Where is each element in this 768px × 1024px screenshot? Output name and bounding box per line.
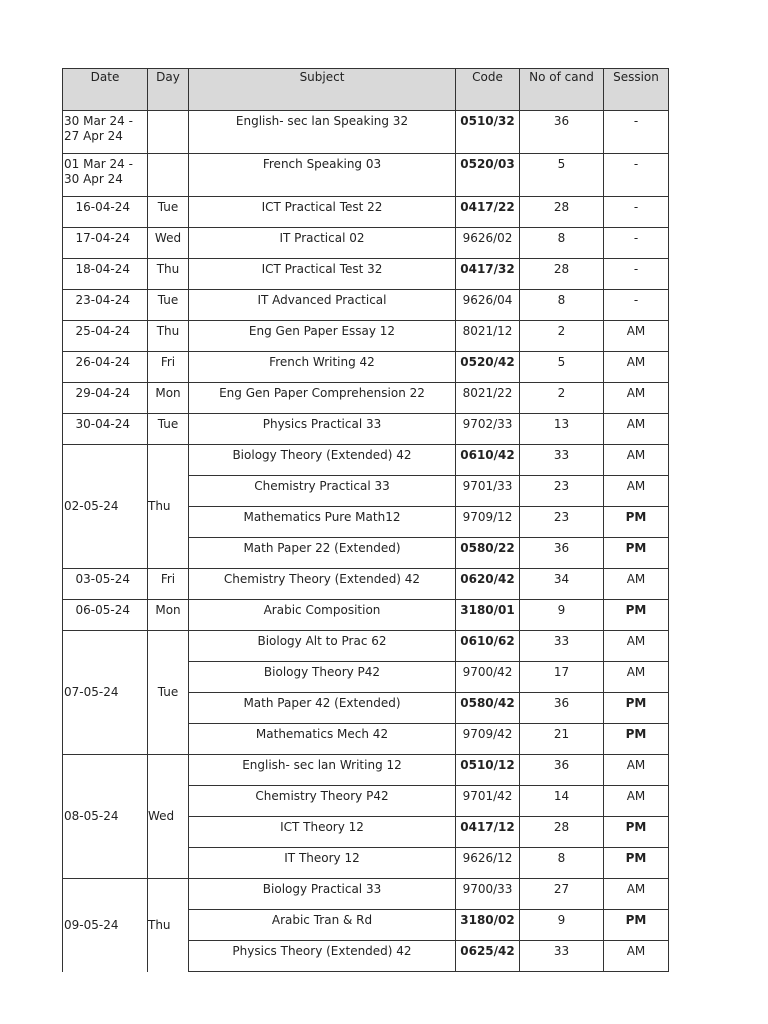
table-row [63,228,669,259]
table-row [63,600,669,631]
subject-cell: Arabic Composition [189,600,456,631]
cand-cell: 36 [520,693,604,724]
code-cell: 0417/12 [456,817,520,848]
day-cell: Wed [148,755,189,879]
subject-cell: French Speaking 03 [189,154,456,197]
day-cell: Thu [148,879,189,972]
day-cell: Tue [148,197,189,228]
date-cell: 23-04-24 [63,290,148,321]
session-cell: - [604,111,669,154]
table-row [63,259,669,290]
cand-cell: 23 [520,507,604,538]
subject-cell: Physics Practical 33 [189,414,456,445]
date-cell: 30-04-24 [63,414,148,445]
date-cell: 07-05-24 [63,631,148,755]
code-cell: 0625/42 [456,941,520,972]
session-cell: AM [604,352,669,383]
subject-cell: ICT Practical Test 22 [189,197,456,228]
cand-cell: 17 [520,662,604,693]
code-cell: 0520/03 [456,154,520,197]
code-cell: 3180/02 [456,910,520,941]
session-cell: PM [604,693,669,724]
code-cell: 9700/33 [456,879,520,910]
subject-cell: Biology Alt to Prac 62 [189,631,456,662]
code-cell: 8021/12 [456,321,520,352]
date-cell: 08-05-24 [63,755,148,879]
session-cell: - [604,228,669,259]
table-header [63,69,669,111]
code-cell: 0417/32 [456,259,520,290]
cand-cell: 14 [520,786,604,817]
day-cell: Tue [148,290,189,321]
table-row [63,352,669,383]
day-cell: Tue [148,631,189,755]
session-cell: AM [604,631,669,662]
cand-cell: 28 [520,197,604,228]
cand-cell: 36 [520,755,604,786]
session-cell: AM [604,321,669,352]
subject-cell: ICT Theory 12 [189,817,456,848]
cand-cell: 5 [520,352,604,383]
code-cell: 0610/62 [456,631,520,662]
cand-cell: 5 [520,154,604,197]
session-cell: AM [604,755,669,786]
cand-cell: 33 [520,631,604,662]
cand-cell: 28 [520,817,604,848]
code-cell: 9700/42 [456,662,520,693]
code-cell: 0580/42 [456,693,520,724]
day-cell: Mon [148,600,189,631]
code-cell: 0610/42 [456,445,520,476]
table-row [63,445,669,476]
code-cell: 9626/12 [456,848,520,879]
cand-cell: 27 [520,879,604,910]
subject-cell: Math Paper 22 (Extended) [189,538,456,569]
cand-cell: 8 [520,228,604,259]
day-cell [148,111,189,154]
cand-cell: 21 [520,724,604,755]
day-cell: Fri [148,569,189,600]
day-cell: Fri [148,352,189,383]
exam-schedule-table [62,68,669,972]
code-cell: 9709/42 [456,724,520,755]
session-cell: PM [604,910,669,941]
code-cell: 0580/22 [456,538,520,569]
session-cell: - [604,197,669,228]
cand-cell: 8 [520,290,604,321]
session-cell: AM [604,476,669,507]
session-cell: - [604,259,669,290]
date-cell: 16-04-24 [63,197,148,228]
code-cell: 9701/33 [456,476,520,507]
code-cell: 0510/12 [456,755,520,786]
session-cell: - [604,154,669,197]
table-row [63,290,669,321]
subject-cell: ICT Practical Test 32 [189,259,456,290]
code-cell: 0620/42 [456,569,520,600]
cand-cell: 34 [520,569,604,600]
table-row [63,383,669,414]
session-cell: PM [604,538,669,569]
session-cell: PM [604,507,669,538]
cand-cell: 9 [520,910,604,941]
cand-cell: 36 [520,538,604,569]
code-cell: 0510/32 [456,111,520,154]
code-cell: 9626/04 [456,290,520,321]
date-cell: 17-04-24 [63,228,148,259]
header-no-of-cand: No of cand [520,69,604,111]
cand-cell: 33 [520,445,604,476]
session-cell: PM [604,848,669,879]
session-cell: AM [604,445,669,476]
code-cell: 0520/42 [456,352,520,383]
date-cell: 06-05-24 [63,600,148,631]
subject-cell: Biology Theory (Extended) 42 [189,445,456,476]
header-code: Code [456,69,520,111]
table-row [63,154,669,197]
date-cell: 29-04-24 [63,383,148,414]
subject-cell: Math Paper 42 (Extended) [189,693,456,724]
header-session: Session [604,69,669,111]
session-cell: PM [604,817,669,848]
session-cell: AM [604,383,669,414]
day-cell: Thu [148,445,189,569]
header-subject: Subject [189,69,456,111]
code-cell: 9701/42 [456,786,520,817]
cand-cell: 9 [520,600,604,631]
subject-cell: Chemistry Theory (Extended) 42 [189,569,456,600]
table-row [63,111,669,154]
subject-cell: English- sec lan Speaking 32 [189,111,456,154]
subject-cell: Eng Gen Paper Essay 12 [189,321,456,352]
day-cell: Thu [148,259,189,290]
table-row [63,755,669,786]
header-row [63,69,669,111]
day-cell: Tue [148,414,189,445]
day-cell [148,154,189,197]
table-row [63,321,669,352]
code-cell: 9626/02 [456,228,520,259]
code-cell: 9702/33 [456,414,520,445]
session-cell: AM [604,569,669,600]
table-row [63,631,669,662]
table-row [63,569,669,600]
table-body [63,111,669,972]
table-row [63,879,669,910]
subject-cell: IT Advanced Practical [189,290,456,321]
session-cell: AM [604,941,669,972]
date-cell: 26-04-24 [63,352,148,383]
cand-cell: 23 [520,476,604,507]
subject-cell: Mathematics Mech 42 [189,724,456,755]
cand-cell: 13 [520,414,604,445]
subject-cell: Mathematics Pure Math12 [189,507,456,538]
table-row [63,414,669,445]
code-cell: 0417/22 [456,197,520,228]
subject-cell: Biology Theory P42 [189,662,456,693]
date-cell: 25-04-24 [63,321,148,352]
subject-cell: IT Theory 12 [189,848,456,879]
date-cell: 02-05-24 [63,445,148,569]
subject-cell: Chemistry Theory P42 [189,786,456,817]
cand-cell: 28 [520,259,604,290]
cand-cell: 36 [520,111,604,154]
session-cell: AM [604,786,669,817]
subject-cell: Physics Theory (Extended) 42 [189,941,456,972]
subject-cell: English- sec lan Writing 12 [189,755,456,786]
session-cell: AM [604,879,669,910]
session-cell: PM [604,600,669,631]
session-cell: AM [604,414,669,445]
date-cell: 30 Mar 24 - 27 Apr 24 [63,111,148,154]
day-cell: Wed [148,228,189,259]
cand-cell: 2 [520,321,604,352]
table-row [63,197,669,228]
cand-cell: 33 [520,941,604,972]
subject-cell: Chemistry Practical 33 [189,476,456,507]
subject-cell: IT Practical 02 [189,228,456,259]
subject-cell: Arabic Tran & Rd [189,910,456,941]
cand-cell: 8 [520,848,604,879]
code-cell: 3180/01 [456,600,520,631]
date-cell: 03-05-24 [63,569,148,600]
header-day: Day [148,69,189,111]
session-cell: - [604,290,669,321]
code-cell: 8021/22 [456,383,520,414]
header-date: Date [63,69,148,111]
cand-cell: 2 [520,383,604,414]
subject-cell: Biology Practical 33 [189,879,456,910]
day-cell: Mon [148,383,189,414]
subject-cell: Eng Gen Paper Comprehension 22 [189,383,456,414]
session-cell: PM [604,724,669,755]
date-cell: 18-04-24 [63,259,148,290]
subject-cell: French Writing 42 [189,352,456,383]
session-cell: AM [604,662,669,693]
code-cell: 9709/12 [456,507,520,538]
date-cell: 09-05-24 [63,879,148,972]
day-cell: Thu [148,321,189,352]
date-cell: 01 Mar 24 - 30 Apr 24 [63,154,148,197]
